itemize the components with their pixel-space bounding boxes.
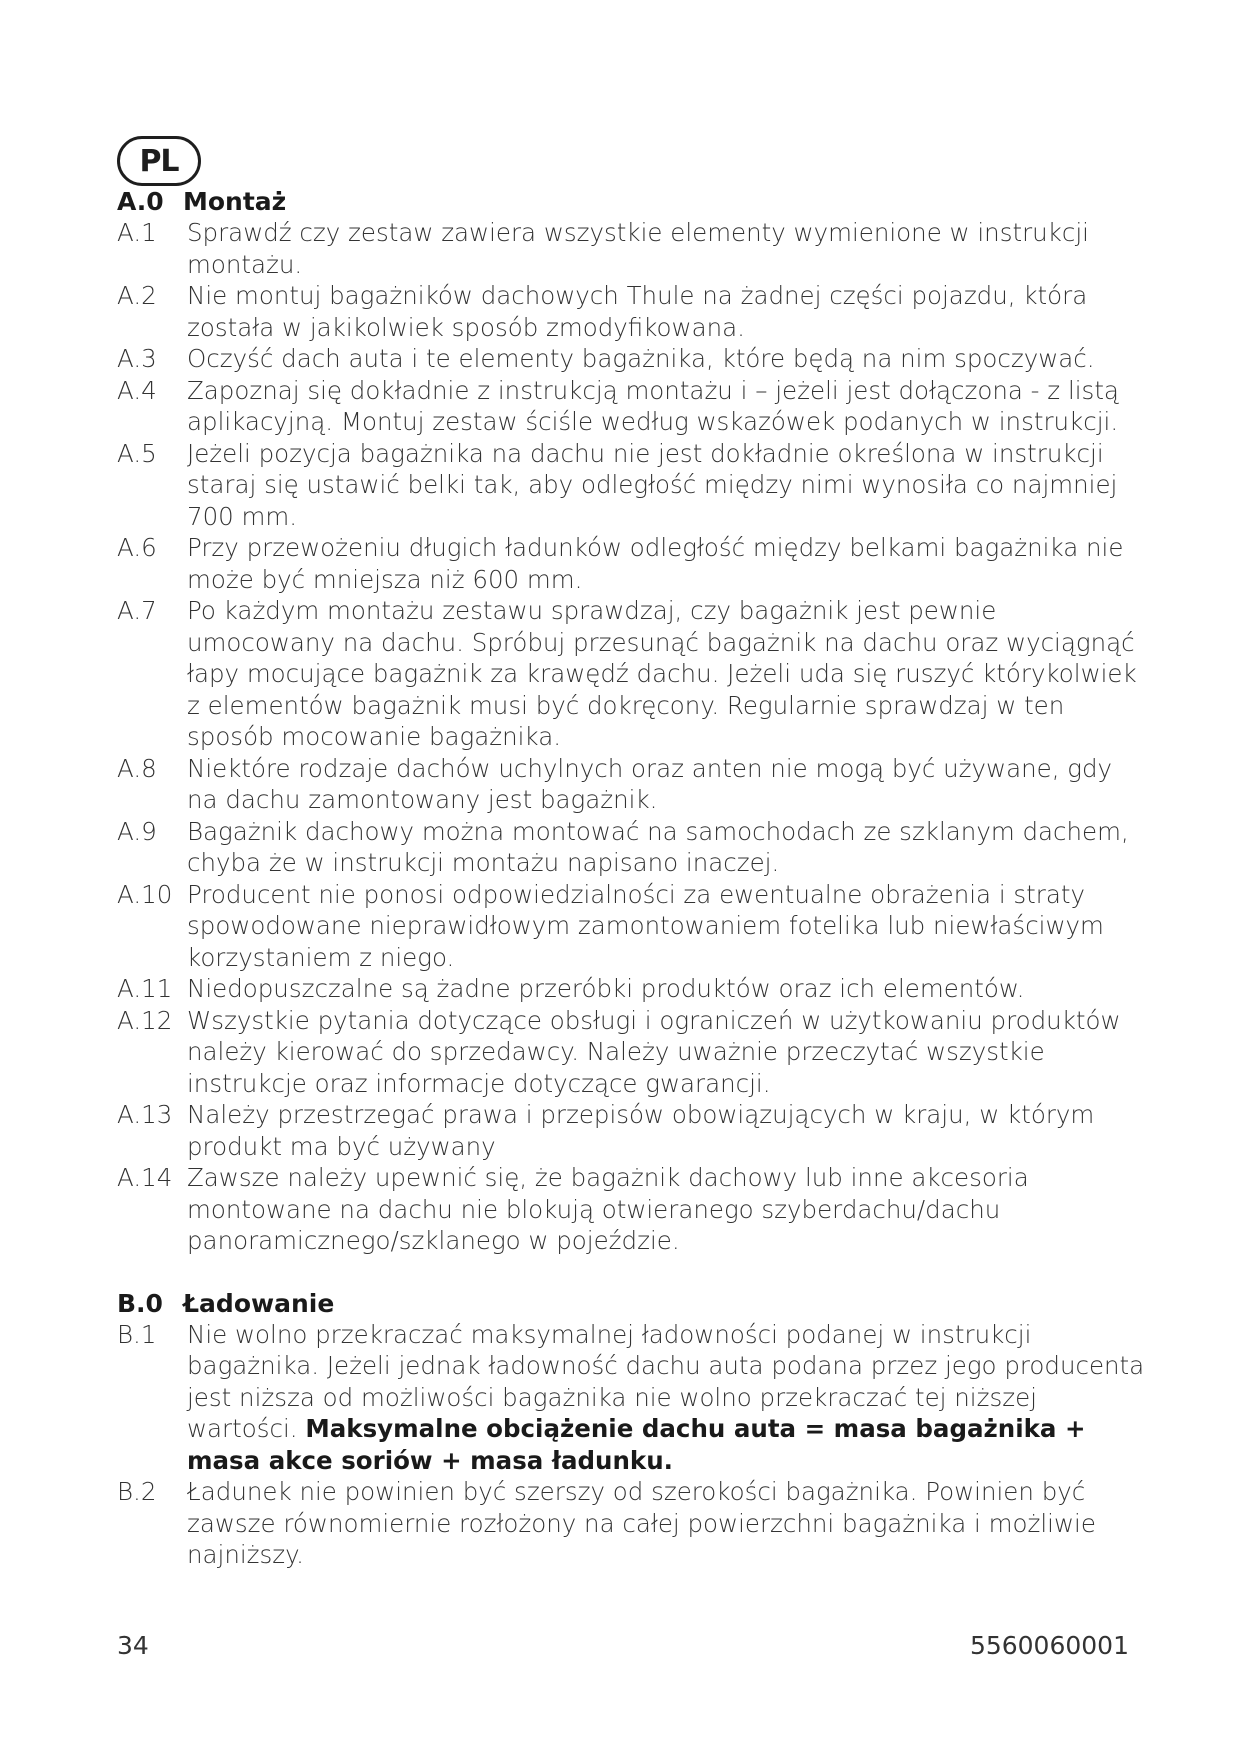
item-code: A.3: [117, 344, 157, 373]
page-footer: [117, 1631, 1129, 1660]
list-item: [117, 879, 1147, 974]
list-item: [117, 595, 1147, 753]
item-text: Przy przewożeniu długich ładunków odległość między belkami bagażnika nie może być mniejsza niż 600 mm.: [187, 533, 1124, 594]
item-code: A.1: [117, 218, 157, 247]
item-text: Zawsze należy upewnić się, że bagażnik dachowy lub inne akcesoria montowane na dachu nie blokują otwieranego szyberdachu/dachu panoramicznego/szklanego w pojeździe.: [187, 1163, 1029, 1255]
list-item: [117, 438, 1147, 533]
section-a-number: A.0: [117, 187, 164, 216]
section-a-title: [117, 186, 1147, 217]
list-item: [117, 532, 1147, 595]
item-text: Jeżeli pozycja bagażnika na dachu nie jest dokładnie określona w instrukcji staraj się ustawić belki tak, aby odległość między nimi wynosiła co najmniej 700 mm.: [187, 438, 1118, 531]
item-text: Po każdym montażu zestawu sprawdzaj, czy bagażnik jest pewnie umocowany na dachu. Spróbuj przesunąć bagażnik na dachu oraz wyciągnąć łapy mocujące bagażnik za krawędź dachu. Jeżeli uda się ruszyć którykolwiek z elementów bagażnik musi być dokręcony. Regularnie sprawdzaj w ten sposób mocowanie bagażnika.: [187, 596, 1137, 751]
section-b-number: B.0: [117, 1288, 163, 1318]
item-text: Zapoznaj się dokładnie z instrukcją montażu i – jeżeli jest dołączona - z listą aplikacyjną. Montuj zestaw ściśle według wskazówek podanych w instrukcji.: [187, 375, 1119, 436]
item-text: Ładunek nie powinien być szerszy od szerokości bagażnika. Powinien być zawsze równomiernie rozłożony na całej powierzchni bagażnika i możliwie najniższy.: [187, 1477, 1096, 1569]
item-text-bold: Maksymalne obciążenie dachu auta = masa bagażnika + masa akce soriów + masa ładunku.: [187, 1414, 1086, 1475]
item-text: Należy przestrzegać prawa i przepisów obowiązujących w kraju, w którym produkt ma być używany: [187, 1100, 1095, 1161]
item-text: Wszystkie pytania dotyczące obsługi i ograniczeń w użytkowaniu produktów należy kierować do sprzedawcy. Należy uważnie przeczytać wszystkie instrukcje oraz informacje dotyczące gwarancji.: [187, 1005, 1121, 1098]
list-item: [117, 816, 1147, 879]
item-code: A.2: [117, 281, 157, 310]
item-code: B.2: [117, 1477, 157, 1506]
item-code: A.4: [117, 375, 157, 405]
item-text: Producent nie ponosi odpowiedzialności za ewentualne obrażenia i straty spowodowane nieprawidłowym zamontowaniem fotelika lub niewłaściwym korzystaniem z niego.: [187, 879, 1104, 972]
item-text: Bagażnik dachowy można montować na samochodach ze szklanym dachem, chyba że w instrukcji montażu napisano inaczej.: [187, 816, 1129, 877]
manual-page: [117, 136, 1147, 1571]
section-a-items: [117, 217, 1147, 1257]
list-item: [117, 217, 1147, 280]
list-item: [117, 343, 1147, 375]
item-code: A.8: [117, 753, 157, 783]
item-code: A.10: [117, 879, 173, 909]
item-text: Nie montuj bagażników dachowych Thule na żadnej części pojazdu, która została w jakikolwiek sposób zmodyfikowana.: [187, 281, 1088, 342]
item-code: A.7: [117, 596, 157, 625]
item-code: A.9: [117, 816, 157, 846]
item-text: Niedopuszczalne są żadne przeróbki produktów oraz ich elementów.: [187, 974, 1025, 1003]
section-b-label: Ładowanie: [183, 1288, 335, 1318]
list-item: [117, 1162, 1147, 1257]
list-item: [117, 1319, 1147, 1477]
item-text: [187, 1319, 1147, 1477]
item-code: B.1: [117, 1319, 157, 1349]
item-code: A.5: [117, 438, 157, 468]
list-item: [117, 280, 1147, 343]
item-text-regular: Nie wolno przekraczać maksymalnej ładowności podanej w instrukcji bagażnika. Jeżeli jednak ładowność dachu auta podana przez jego producenta jest niższa od możliwości bagażnika nie wolno przekraczać tej niższej wartości.: [187, 1319, 1145, 1443]
page-number: 34: [117, 1631, 149, 1660]
list-item: [117, 973, 1147, 1005]
item-text: Niektóre rodzaje dachów uchylnych oraz anten nie mogą być używane, gdy na dachu zamontowany jest bagażnik.: [187, 753, 1113, 814]
section-a-label: Montaż: [183, 187, 287, 216]
item-code: A.6: [117, 533, 157, 562]
item-text: Sprawdź czy zestaw zawiera wszystkie elementy wymienione w instrukcji montażu.: [187, 218, 1089, 279]
item-code: A.14: [117, 1163, 173, 1192]
item-code: A.11: [117, 974, 173, 1003]
list-item: [117, 375, 1147, 438]
list-item: [117, 1005, 1147, 1100]
item-code: A.12: [117, 1005, 173, 1035]
document-code: 5560060001: [969, 1631, 1129, 1660]
item-text: Oczyść dach auta i te elementy bagażnika, które będą na nim spoczywać.: [187, 344, 1095, 373]
list-item: [117, 1476, 1147, 1571]
list-item: [117, 1099, 1147, 1162]
section-b-title: [117, 1288, 1147, 1319]
list-item: [117, 753, 1147, 816]
language-badge: PL: [117, 136, 201, 186]
item-code: A.13: [117, 1100, 173, 1129]
